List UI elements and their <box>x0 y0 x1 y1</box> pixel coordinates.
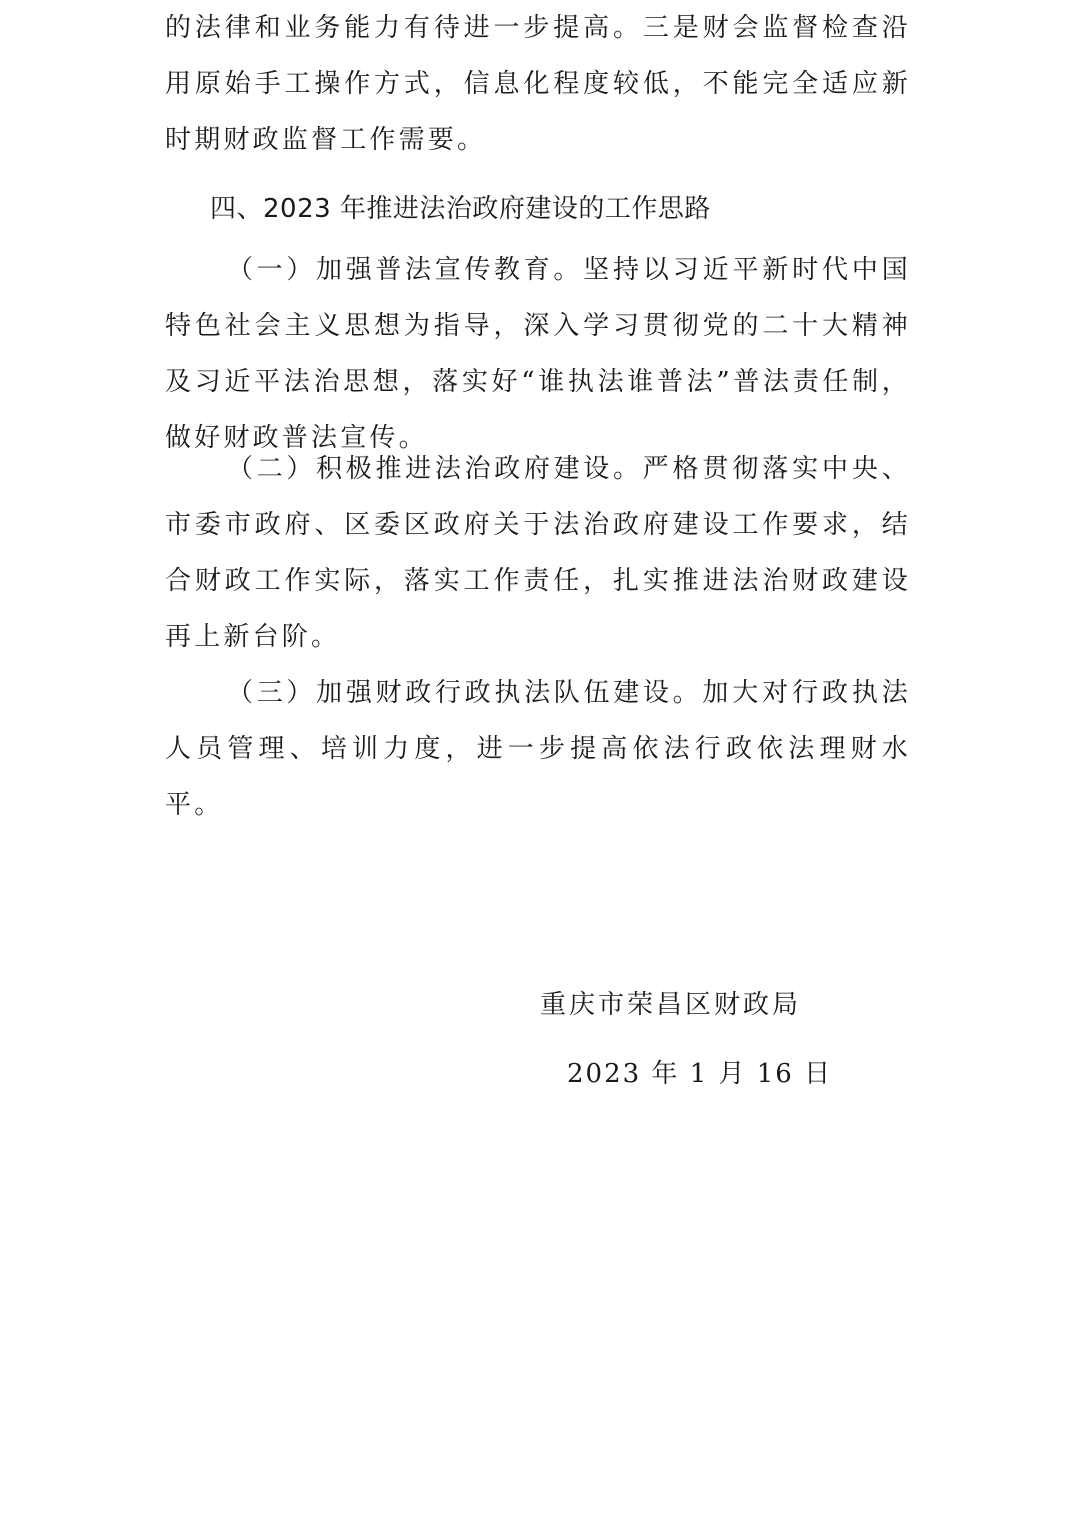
intro-paragraph: 的法律和业务能力有待进一步提高。三是财会监督检查沿用原始手工操作方式，信息化程度较低，不能完全适应新时期财政监督工作需要。 <box>165 13 911 155</box>
signature-organization: 重庆市荣昌区财政局 <box>540 990 802 1020</box>
item-paragraph-3 <box>165 665 911 833</box>
item-paragraph-1 <box>165 242 911 466</box>
item-body-1: 坚持以习近平新时代中国特色社会主义思想为指导，深入学习贯彻党的二十大精神及习近平法治思想，落实好“谁执法谁普法”普法责任制，做好财政普法宣传。 <box>165 255 911 453</box>
item-lead-2: （二）积极推进法治政府建设。 <box>227 454 643 484</box>
item-body-3: 加大对行政执法人员管理、培训力度，进一步提高依法行政依法理财水平。 <box>165 678 911 820</box>
item-paragraph-2 <box>165 441 911 665</box>
item-lead-3: （三）加强财政行政执法队伍建设。 <box>227 678 703 708</box>
item-body-2: 严格贯彻落实中央、市委市政府、区委区政府关于法治政府建设工作要求，结合财政工作实际，落实工作责任，扎实推进法治财政建设再上新台阶。 <box>165 454 911 652</box>
section-heading: 四、2023 年推进法治政府建设的工作思路 <box>210 194 711 224</box>
signature-date: 2023 年 1 月 16 日 <box>567 1059 833 1089</box>
item-lead-1: （一）加强普法宣传教育。 <box>227 255 584 285</box>
